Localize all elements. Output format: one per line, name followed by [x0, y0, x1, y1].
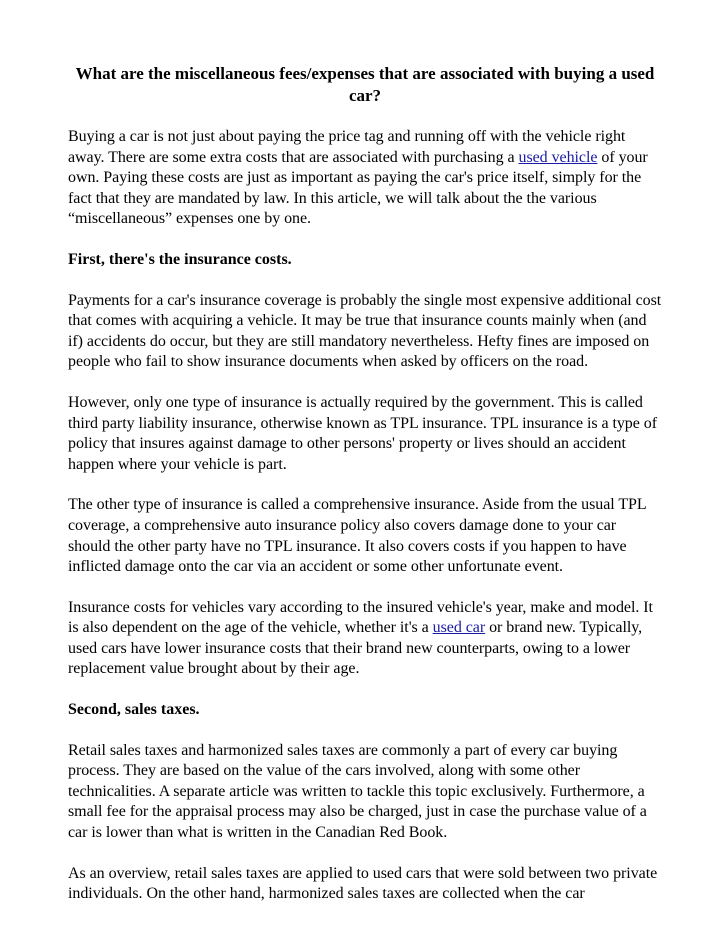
section-heading-insurance: First, there's the insurance costs. — [68, 250, 292, 268]
intro-text-after: of your own. Paying these costs are just as important as paying the car's price itself, simply for the fact that they are mandated by law. In this article, we will talk about the the various “miscellaneous” expenses one by one. — [68, 148, 648, 228]
insurance-paragraph-1: Payments for a car's insurance coverage is probably the single most expensive additional cost that comes with acquiring a vehicle. It may be true that insurance counts mainly when (and if) accidents do occur, but they are still mandatory nevertheless. Hefty fines are imposed on people who fail to show insurance documents when asked by officers on the road. — [68, 291, 662, 371]
insurance-text-before: Insurance costs for vehicles vary according to the insured vehicle's year, make and model. It is also dependent on the age of the vehicle, whether it's a — [68, 598, 653, 637]
intro-paragraph — [68, 127, 662, 230]
insurance-text-after: or brand new. Typically, used cars have lower insurance costs that their brand new counterparts, owing to a lower replacement value brought about by their age. — [68, 619, 643, 678]
used-car-link[interactable]: used car — [432, 619, 486, 637]
insurance-paragraph-2: However, only one type of insurance is actually required by the government. This is called third party liability insurance, otherwise known as TPL insurance. TPL insurance is a type of policy that insures against damage to other persons' property or lives should an accident happen where your vehicle is part. — [68, 393, 657, 473]
insurance-paragraph-3: The other type of insurance is called a comprehensive insurance. Aside from the usual TPL coverage, a comprehensive auto insurance policy also covers damage done to your car should the other party have no TPL insurance. It also covers costs if you happen to have inflicted damage onto the car via an accident or some other unfortunate event. — [68, 496, 647, 576]
sales-tax-paragraph-2: As an overview, retail sales taxes are applied to used cars that were sold between two private individuals. On the other hand, harmonized sales taxes are collected when the car — [68, 864, 658, 903]
insurance-paragraph-4 — [68, 598, 662, 680]
intro-text-before: Buying a car is not just about paying the price tag and running off with the vehicle right away. There are some extra costs that are associated with purchasing a — [68, 128, 626, 166]
document-title: What are the miscellaneous fees/expenses that are associated with buying a used car? — [75, 64, 655, 105]
used-vehicle-link[interactable]: used vehicle — [518, 148, 598, 166]
sales-tax-paragraph-1: Retail sales taxes and harmonized sales taxes are commonly a part of every car buying process. They are based on the value of the cars involved, along with some other technicalities. A separate article was written to tackle this topic exclusively. Furthermore, a small fee for the appraisal process may also be charged, just in case the purchase value of a car is lower than what is written in the Canadian Red Book. — [68, 741, 647, 842]
section-heading-sales-taxes: Second, sales taxes. — [68, 701, 200, 719]
